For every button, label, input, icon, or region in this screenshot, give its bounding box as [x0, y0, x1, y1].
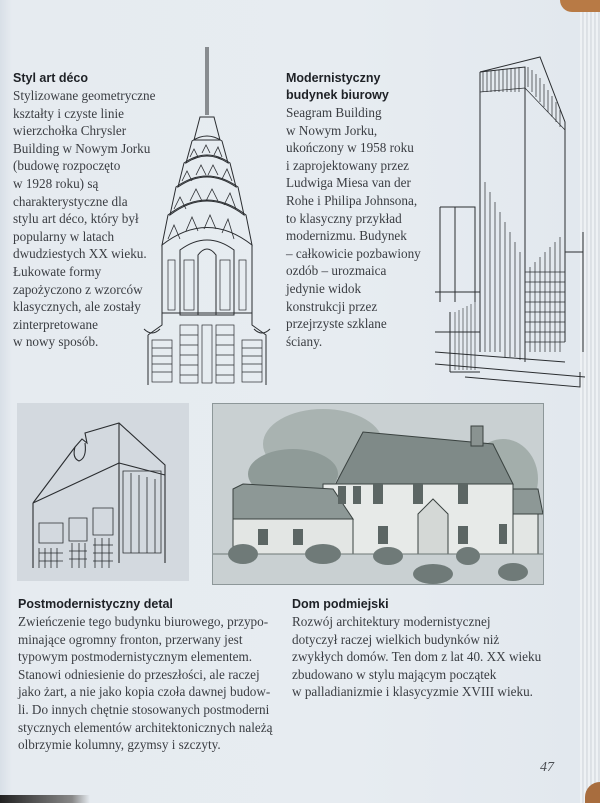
text-line: wierzchołka Chrysler: [13, 123, 127, 139]
text-line: Stanowi odniesienie do przeszłości, ale raczej: [18, 666, 260, 682]
text-line: Łukowate formy: [13, 263, 102, 279]
text-line: Zwieńczenie tego budynku biurowego, przypo-: [18, 614, 269, 629]
table-surface: [560, 0, 600, 12]
text-line: olbrzymie kolumny, gzymsy i szczyty.: [18, 737, 221, 753]
text-line: dwudziestych XX wieku.: [13, 246, 147, 262]
text-line: – całkowicie pozbawiony: [286, 245, 421, 261]
text-line: zwykłych domów. Ten dom z lat 40. XX wieku: [292, 649, 542, 665]
text-line: Ludwiga Miesa van der: [286, 175, 411, 191]
section-body: [18, 613, 288, 754]
text-line: (budowę rozpoczęto: [13, 158, 121, 174]
section-body: [292, 613, 562, 701]
text-line: typowym postmodernistycznym elementem.: [18, 649, 253, 665]
text-line: stylu art déco, który był: [13, 211, 139, 227]
section-heading: Postmodernistyczny detal: [18, 597, 173, 611]
text-line: ozdób – urozmaica: [286, 263, 387, 279]
section-postmodern: [18, 596, 288, 754]
text-line: zapożyczono z wzorców: [13, 281, 143, 297]
text-line: popularny w latach: [13, 228, 115, 244]
text-line: w 1928 roku) są: [13, 175, 99, 191]
section-heading-line: Modernistyczny: [286, 71, 381, 85]
text-line: li. Do innych chętnie stosowanych postmoderni: [18, 701, 270, 717]
text-line: Rohe i Philipa Johnsona,: [286, 192, 418, 208]
text-line: minające ogromny fronton, przerwany jest: [18, 631, 243, 647]
section-body: [286, 104, 436, 350]
page-shadow: [0, 795, 90, 803]
text-line: to klasyczny przykład: [286, 210, 402, 226]
text-line: modernizmu. Budynek: [286, 228, 407, 244]
text-line: w nowy sposób.: [13, 334, 99, 350]
text-line: stycznych elementów architektonicznych należą: [18, 719, 273, 735]
text-line: przejrzyste szklane: [286, 316, 387, 332]
text-line: jako żart, a nie jako kopia czoła dawnej budow-: [18, 684, 271, 700]
text-line: zbudowano w stylu mającym początek: [292, 666, 497, 682]
page-number: 47: [540, 760, 554, 775]
section-modernist: [286, 70, 436, 350]
text-line: Rozwój architektury modernistycznej: [292, 614, 491, 629]
section-heading-line: budynek biurowy: [286, 88, 389, 102]
section-heading: Dom podmiejski: [292, 597, 389, 611]
section-suburban-house: [292, 596, 562, 701]
text-line: dotyczył raczej wielkich budynków niż: [292, 631, 500, 647]
text-line: klasycznych, ale zostały: [13, 299, 141, 315]
text-line: kształty i czyste linie: [13, 105, 124, 121]
text-line: Stylizowane geometryczne: [13, 88, 156, 103]
text-line: konstrukcji przez: [286, 298, 378, 314]
section-heading: Styl art déco: [13, 71, 89, 85]
text-line: ukończony w 1958 roku: [286, 140, 414, 156]
text-line: ściany.: [286, 333, 323, 349]
postmodern-detail-illustration: [17, 403, 189, 581]
suburban-house-illustration: [212, 403, 544, 585]
text-line: w palladianizmie i klasycyzmie XVIII wieku.: [292, 684, 533, 700]
text-line: charakterystyczne dla: [13, 193, 128, 209]
seagram-building-illustration: [435, 52, 590, 392]
text-line: Seagram Building: [286, 105, 382, 120]
text-line: jedynie widok: [286, 280, 362, 296]
text-line: zinterpretowane: [13, 316, 98, 332]
chrysler-building-illustration: [140, 45, 280, 385]
text-line: w Nowym Jorku,: [286, 122, 378, 138]
text-line: i zaprojektowany przez: [286, 157, 410, 173]
text-line: Building w Nowym Jorku: [13, 140, 151, 156]
